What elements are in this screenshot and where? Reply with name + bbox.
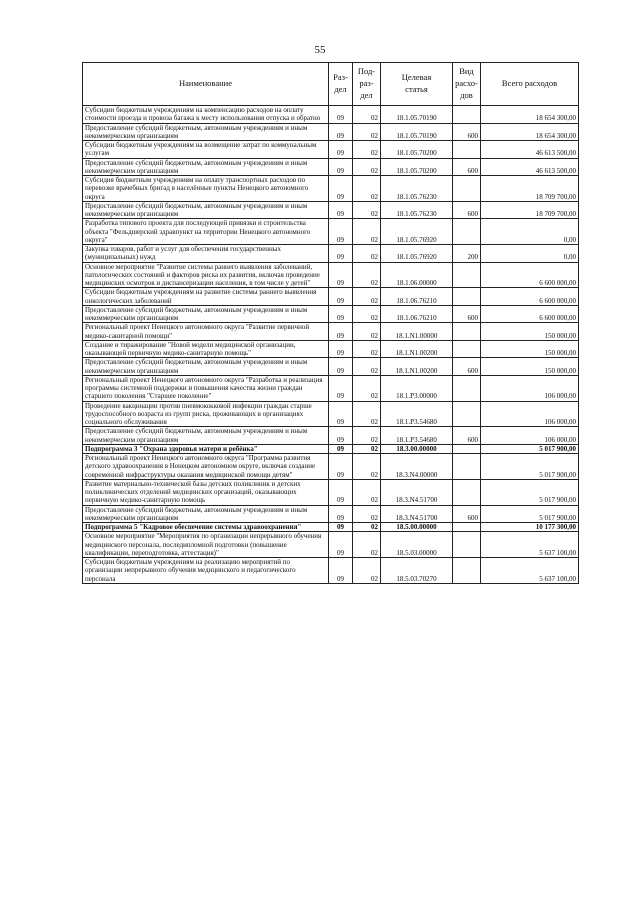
row-razdel-cell: 09 (329, 288, 353, 306)
row-celevaya-cell: 18.3.00.00000 (381, 444, 453, 453)
row-total-cell: 10 177 300,00 (481, 523, 579, 532)
row-podrazdel-cell: 02 (353, 219, 381, 245)
table-row (83, 505, 579, 523)
header-total: Всего расходов (481, 63, 579, 106)
table-row (83, 305, 579, 323)
row-razdel-cell: 09 (329, 505, 353, 523)
row-razdel-cell: 09 (329, 340, 353, 358)
row-total-cell: 106 000,00 (481, 427, 579, 445)
row-celevaya-cell: 18.5.03.00000 (381, 532, 453, 558)
row-celevaya-cell: 18.1.N1.00200 (381, 358, 453, 376)
row-name-cell: Субсидии бюджетным учреждениям на развитие системы раннего выявления онкологических заболеваний (83, 288, 329, 306)
row-podrazdel-cell: 02 (353, 444, 381, 453)
row-total-cell: 5 637 100,00 (481, 532, 579, 558)
row-name-cell: Предоставление субсидий бюджетным, автономным учреждениям и иным некоммерческим организациям (83, 305, 329, 323)
row-vid-cell: 600 (453, 358, 481, 376)
row-celevaya-cell: 18.1.05.76920 (381, 245, 453, 263)
row-celevaya-cell: 18.1.06.00000 (381, 262, 453, 288)
row-name-cell: Основное мероприятие "Мероприятия по организации непрерывного обучения медицинского персонала, последипломной подготовки (повышение квалификации, переподготовка, аттестация)" (83, 532, 329, 558)
table-row (83, 323, 579, 341)
row-total-cell: 18 709 700,00 (481, 201, 579, 219)
table-row (83, 219, 579, 245)
row-razdel-cell: 09 (329, 158, 353, 176)
row-razdel-cell: 09 (329, 427, 353, 445)
row-podrazdel-cell: 02 (353, 479, 381, 505)
row-podrazdel-cell: 02 (353, 358, 381, 376)
row-razdel-cell: 09 (329, 123, 353, 141)
row-podrazdel-cell: 02 (353, 427, 381, 445)
table-row (83, 479, 579, 505)
row-razdel-cell: 09 (329, 358, 353, 376)
row-total-cell: 0,00 (481, 219, 579, 245)
header-celevaya-statya: Целевая статья (381, 63, 453, 106)
row-razdel-cell: 09 (329, 375, 353, 401)
row-podrazdel-cell: 02 (353, 305, 381, 323)
row-name-cell: Региональный проект Ненецкого автономного округа "Программа развития детского здравоохранения в Ненецком автономном округе, включая создание современной инфраструктуры оказания медицинской помощи детям" (83, 454, 329, 480)
row-podrazdel-cell: 02 (353, 123, 381, 141)
row-vid-cell (453, 288, 481, 306)
row-razdel-cell: 09 (329, 245, 353, 263)
row-total-cell: 150 000,00 (481, 358, 579, 376)
row-vid-cell (453, 532, 481, 558)
table-row (83, 141, 579, 159)
row-vid-cell (453, 444, 481, 453)
row-razdel-cell: 09 (329, 305, 353, 323)
row-vid-cell (453, 375, 481, 401)
row-celevaya-cell: 18.5.03.70270 (381, 558, 453, 584)
row-total-cell: 0,00 (481, 245, 579, 263)
row-total-cell: 18 709 700,00 (481, 176, 579, 202)
row-celevaya-cell: 18.1.05.70190 (381, 123, 453, 141)
row-razdel-cell: 09 (329, 141, 353, 159)
row-celevaya-cell: 18.1.N1.00000 (381, 323, 453, 341)
row-vid-cell (453, 454, 481, 480)
row-total-cell: 5 017 900,00 (481, 454, 579, 480)
table-row (83, 245, 579, 263)
table-row (83, 454, 579, 480)
row-celevaya-cell: 18.1.05.76920 (381, 219, 453, 245)
row-name-cell: Субсидия бюджетным учреждениям на оплату транспортных расходов по перевозке врачебных бригад в населённые пункты Ненецкого автономного округа (83, 176, 329, 202)
row-celevaya-cell: 18.3.N4.51700 (381, 505, 453, 523)
row-name-cell: Субсидии бюджетным учреждениям на реализацию мероприятий по организации непрерывного обучения медицинского и педагогического персонала (83, 558, 329, 584)
row-razdel-cell: 09 (329, 401, 353, 427)
row-name-cell: Предоставление субсидий бюджетным, автономным учреждениям и иным некоммерческим организациям (83, 201, 329, 219)
row-vid-cell: 600 (453, 505, 481, 523)
table-row (83, 427, 579, 445)
row-podrazdel-cell: 02 (353, 454, 381, 480)
row-vid-cell: 600 (453, 201, 481, 219)
table-row (83, 401, 579, 427)
row-vid-cell (453, 262, 481, 288)
row-celevaya-cell: 18.1.05.70200 (381, 158, 453, 176)
row-vid-cell (453, 141, 481, 159)
row-celevaya-cell: 18.1.06.76210 (381, 288, 453, 306)
row-podrazdel-cell: 02 (353, 106, 381, 124)
row-vid-cell (453, 323, 481, 341)
table-row (83, 444, 579, 453)
row-podrazdel-cell: 02 (353, 340, 381, 358)
row-razdel-cell: 09 (329, 201, 353, 219)
row-vid-cell (453, 340, 481, 358)
row-total-cell: 6 600 000,00 (481, 288, 579, 306)
row-name-cell: Закупка товаров, работ и услуг для обеспечения государственных (муниципальных) нужд (83, 245, 329, 263)
row-name-cell: Развитие материально-технической базы детских поликлиник и детских поликлинических отделений медицинских организаций, оказывающих первичную медико-санитарную помощь (83, 479, 329, 505)
row-vid-cell (453, 176, 481, 202)
row-name-cell: Региональный проект Ненецкого автономного округа "Развитие первичной медико-санитарной помощи" (83, 323, 329, 341)
row-vid-cell: 600 (453, 158, 481, 176)
row-celevaya-cell: 18.1.P3.54680 (381, 427, 453, 445)
row-vid-cell: 200 (453, 245, 481, 263)
row-name-cell: Региональный проект Ненецкого автономного округа "Разработка и реализация программы системной поддержки и повышения качества жизни граждан старшего поколения "Старшее поколение" (83, 375, 329, 401)
table-row (83, 523, 579, 532)
row-total-cell: 46 613 500,00 (481, 141, 579, 159)
row-total-cell: 6 600 000,00 (481, 262, 579, 288)
row-name-cell: Субсидии бюджетным учреждениям на компенсацию расходов на оплату стоимости проезда и провоза багажа к месту использования отпуска и обратно (83, 106, 329, 124)
row-vid-cell (453, 479, 481, 505)
row-total-cell: 18 654 300,00 (481, 106, 579, 124)
table-row (83, 375, 579, 401)
row-podrazdel-cell: 02 (353, 532, 381, 558)
row-total-cell: 150 000,00 (481, 323, 579, 341)
row-podrazdel-cell: 02 (353, 158, 381, 176)
row-podrazdel-cell: 02 (353, 558, 381, 584)
row-celevaya-cell: 18.1.05.70200 (381, 141, 453, 159)
row-name-cell: Подпрограмма 5 "Кадровое обеспечение системы здравоохранения" (83, 523, 329, 532)
row-vid-cell (453, 401, 481, 427)
row-celevaya-cell: 18.1.N1.00200 (381, 340, 453, 358)
row-celevaya-cell: 18.5.00.00000 (381, 523, 453, 532)
table-row (83, 158, 579, 176)
row-total-cell: 5 017 900,00 (481, 505, 579, 523)
header-name: Наименование (83, 63, 329, 106)
row-total-cell: 5 017 900,00 (481, 479, 579, 505)
row-razdel-cell: 09 (329, 558, 353, 584)
row-name-cell: Предоставление субсидий бюджетным, автономным учреждениям и иным некоммерческим организациям (83, 358, 329, 376)
row-name-cell: Субсидии бюджетным учреждениям на возмещение затрат по коммунальным услугам (83, 141, 329, 159)
row-podrazdel-cell: 02 (353, 401, 381, 427)
row-podrazdel-cell: 02 (353, 262, 381, 288)
row-razdel-cell: 09 (329, 444, 353, 453)
row-total-cell: 106 000,00 (481, 401, 579, 427)
row-podrazdel-cell: 02 (353, 245, 381, 263)
row-total-cell: 5 637 100,00 (481, 558, 579, 584)
row-celevaya-cell: 18.1.05.76230 (381, 176, 453, 202)
row-name-cell: Основное мероприятие "Развитие системы раннего выявления заболеваний, патологических состояний и факторов риска их развития, включая проведение медицинских осмотров и диспансеризации населения, в том числе у детей" (83, 262, 329, 288)
header-vid-rashodov: Вид расхо- дов (453, 63, 481, 106)
table-row (83, 340, 579, 358)
row-razdel-cell: 09 (329, 479, 353, 505)
row-vid-cell: 600 (453, 123, 481, 141)
row-name-cell: Проведение вакцинации против пневмококковой инфекции граждан старше трудоспособного возраста из групп риска, проживающих в организациях социального обслуживания (83, 401, 329, 427)
table-row (83, 288, 579, 306)
row-total-cell: 106 000,00 (481, 375, 579, 401)
header-podrazdel: Под- раз- дел (353, 63, 381, 106)
table-row (83, 201, 579, 219)
row-podrazdel-cell: 02 (353, 505, 381, 523)
row-name-cell: Разработка типового проекта для последующей привязки и строительства объекта "Фельдшерский здравпункт на территории Ненецкого автономного округа" (83, 219, 329, 245)
row-celevaya-cell: 18.1.05.76230 (381, 201, 453, 219)
header-razdel: Раз- дел (329, 63, 353, 106)
table-row (83, 358, 579, 376)
row-celevaya-cell: 18.1.06.76210 (381, 305, 453, 323)
row-name-cell: Предоставление субсидий бюджетным, автономным учреждениям и иным некоммерческим организациям (83, 123, 329, 141)
row-podrazdel-cell: 02 (353, 201, 381, 219)
row-name-cell: Подпрограмма 3 "Охрана здоровья матери и ребёнка" (83, 444, 329, 453)
row-vid-cell: 600 (453, 427, 481, 445)
row-razdel-cell: 09 (329, 262, 353, 288)
row-razdel-cell: 09 (329, 454, 353, 480)
row-vid-cell: 600 (453, 305, 481, 323)
row-podrazdel-cell: 02 (353, 288, 381, 306)
table-row (83, 262, 579, 288)
row-celevaya-cell: 18.1.P3.54680 (381, 401, 453, 427)
table-row (83, 123, 579, 141)
page-number: 55 (314, 44, 326, 56)
table-row (83, 176, 579, 202)
row-podrazdel-cell: 02 (353, 176, 381, 202)
row-total-cell: 5 017 900,00 (481, 444, 579, 453)
row-podrazdel-cell: 02 (353, 523, 381, 532)
row-podrazdel-cell: 02 (353, 141, 381, 159)
row-name-cell: Предоставление субсидий бюджетным, автономным учреждениям и иным некоммерческим организациям (83, 427, 329, 445)
row-razdel-cell: 09 (329, 176, 353, 202)
table-body (83, 106, 579, 584)
row-celevaya-cell: 18.1.P3.00000 (381, 375, 453, 401)
row-vid-cell (453, 106, 481, 124)
row-name-cell: Предоставление субсидий бюджетным, автономным учреждениям и иным некоммерческим организациям (83, 158, 329, 176)
row-name-cell: Создание и тиражирование "Новой модели медицинской организации, оказывающей первичную медико-санитарную помощь" (83, 340, 329, 358)
table-row (83, 532, 579, 558)
row-vid-cell (453, 219, 481, 245)
row-celevaya-cell: 18.3.N4.51700 (381, 479, 453, 505)
table-row (83, 106, 579, 124)
budget-table (82, 62, 579, 584)
row-vid-cell (453, 558, 481, 584)
row-razdel-cell: 09 (329, 323, 353, 341)
row-total-cell: 46 613 500,00 (481, 158, 579, 176)
row-vid-cell (453, 523, 481, 532)
row-total-cell: 150 000,00 (481, 340, 579, 358)
row-podrazdel-cell: 02 (353, 323, 381, 341)
row-razdel-cell: 09 (329, 106, 353, 124)
row-celevaya-cell: 18.3.N4.00000 (381, 454, 453, 480)
row-razdel-cell: 09 (329, 532, 353, 558)
row-razdel-cell: 09 (329, 219, 353, 245)
row-name-cell: Предоставление субсидий бюджетным, автономным учреждениям и иным некоммерческим организациям (83, 505, 329, 523)
row-total-cell: 6 600 000,00 (481, 305, 579, 323)
table-row (83, 558, 579, 584)
table-header-row (83, 63, 579, 106)
row-celevaya-cell: 18.1.05.70190 (381, 106, 453, 124)
row-podrazdel-cell: 02 (353, 375, 381, 401)
row-total-cell: 18 654 300,00 (481, 123, 579, 141)
row-razdel-cell: 09 (329, 523, 353, 532)
